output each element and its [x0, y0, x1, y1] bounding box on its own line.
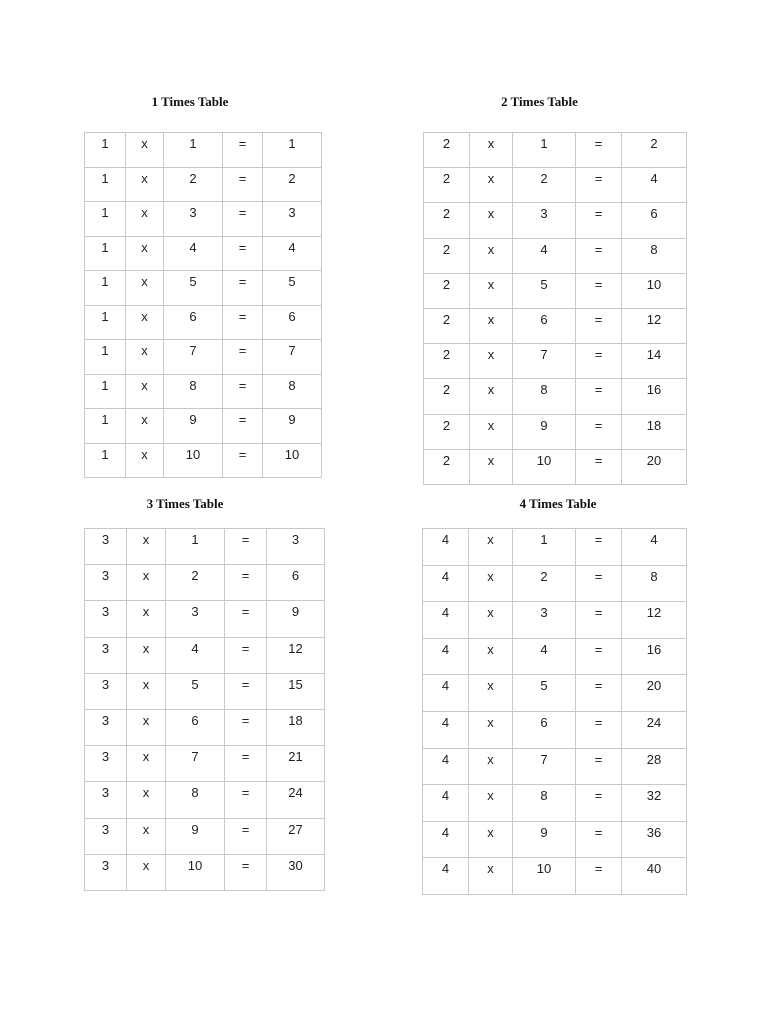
multiplicand-cell: 1	[85, 202, 126, 237]
equals-sign-cell: =	[225, 637, 267, 673]
multiplicand-cell: 4	[423, 675, 469, 712]
multiplier-cell: 3	[166, 601, 225, 637]
product-cell: 6	[622, 203, 687, 238]
times-table	[422, 528, 687, 895]
equals-sign-cell: =	[225, 529, 267, 565]
multiplicand-cell: 1	[85, 236, 126, 271]
table-row	[85, 236, 322, 271]
table-row	[423, 529, 687, 566]
table-row	[85, 271, 322, 306]
times-table	[423, 132, 687, 485]
multiplicand-cell: 3	[85, 565, 127, 601]
table-row	[424, 203, 687, 238]
multiplicand-cell: 4	[423, 785, 469, 822]
product-cell: 20	[622, 675, 687, 712]
equals-sign-cell: =	[223, 305, 263, 340]
product-cell: 12	[267, 637, 325, 673]
times-sign-cell: x	[127, 818, 166, 854]
product-cell: 28	[622, 748, 687, 785]
table-title: 2 Times Table	[501, 94, 578, 109]
table-row	[85, 709, 325, 745]
multiplier-cell: 9	[164, 409, 223, 444]
equals-sign-cell: =	[576, 203, 622, 238]
table-row	[424, 273, 687, 308]
multiplicand-cell: 3	[85, 818, 127, 854]
times-sign-cell: x	[470, 203, 513, 238]
times-sign-cell: x	[469, 565, 513, 602]
multiplicand-cell: 4	[423, 711, 469, 748]
multiplicand-cell: 1	[85, 133, 126, 168]
equals-sign-cell: =	[223, 340, 263, 375]
table-row	[85, 374, 322, 409]
multiplier-cell: 5	[513, 273, 576, 308]
times-sign-cell: x	[469, 638, 513, 675]
equals-sign-cell: =	[576, 414, 622, 449]
table-row	[85, 167, 322, 202]
product-cell: 18	[622, 414, 687, 449]
multiplier-cell: 8	[513, 785, 576, 822]
table-row	[85, 409, 322, 444]
times-sign-cell: x	[470, 344, 513, 379]
multiplicand-cell: 3	[85, 529, 127, 565]
product-cell: 2	[622, 133, 687, 168]
multiplicand-cell: 2	[424, 273, 470, 308]
table-row	[423, 748, 687, 785]
equals-sign-cell: =	[225, 782, 267, 818]
product-cell: 24	[267, 782, 325, 818]
multiplier-cell: 3	[513, 602, 576, 639]
times-sign-cell: x	[126, 305, 164, 340]
table-row	[85, 529, 325, 565]
multiplicand-cell: 1	[85, 409, 126, 444]
table-row	[424, 133, 687, 168]
table-row	[424, 414, 687, 449]
multiplicand-cell: 4	[423, 529, 469, 566]
multiplicand-cell: 3	[85, 709, 127, 745]
times-sign-cell: x	[126, 374, 164, 409]
multiplier-cell: 1	[513, 529, 576, 566]
table-row	[423, 675, 687, 712]
multiplicand-cell: 2	[424, 344, 470, 379]
product-cell: 9	[267, 601, 325, 637]
multiplier-cell: 6	[513, 308, 576, 343]
table-row	[423, 711, 687, 748]
times-sign-cell: x	[127, 565, 166, 601]
multiplier-cell: 5	[164, 271, 223, 306]
times-sign-cell: x	[126, 340, 164, 375]
table-row	[85, 202, 322, 237]
equals-sign-cell: =	[223, 271, 263, 306]
multiplicand-cell: 4	[423, 821, 469, 858]
product-cell: 30	[267, 854, 325, 890]
table-row	[424, 168, 687, 203]
multiplier-cell: 7	[513, 748, 576, 785]
multiplicand-cell: 2	[424, 414, 470, 449]
times-sign-cell: x	[126, 271, 164, 306]
times-sign-cell: x	[470, 238, 513, 273]
product-cell: 10	[622, 273, 687, 308]
product-cell: 16	[622, 638, 687, 675]
multiplier-cell: 2	[166, 565, 225, 601]
multiplier-cell: 7	[164, 340, 223, 375]
multiplier-cell: 8	[164, 374, 223, 409]
product-cell: 8	[622, 565, 687, 602]
multiplier-cell: 8	[166, 782, 225, 818]
times-table	[84, 132, 322, 478]
equals-sign-cell: =	[223, 202, 263, 237]
equals-sign-cell: =	[576, 238, 622, 273]
multiplicand-cell: 3	[85, 637, 127, 673]
equals-sign-cell: =	[576, 308, 622, 343]
multiplier-cell: 2	[513, 168, 576, 203]
multiplicand-cell: 3	[85, 673, 127, 709]
multiplicand-cell: 2	[424, 308, 470, 343]
table-title: 1 Times Table	[151, 94, 229, 109]
product-cell: 9	[263, 409, 322, 444]
product-cell: 32	[622, 785, 687, 822]
multiplier-cell: 10	[166, 854, 225, 890]
equals-sign-cell: =	[576, 529, 622, 566]
table-title: 4 Times Table	[519, 496, 597, 511]
times-table	[84, 528, 325, 891]
equals-sign-cell: =	[576, 821, 622, 858]
multiplicand-cell: 3	[85, 601, 127, 637]
table-row	[85, 673, 325, 709]
table-row	[424, 379, 687, 414]
multiplier-cell: 5	[513, 675, 576, 712]
equals-sign-cell: =	[576, 168, 622, 203]
product-cell: 10	[263, 443, 322, 478]
equals-sign-cell: =	[576, 711, 622, 748]
multiplicand-cell: 1	[85, 374, 126, 409]
product-cell: 21	[267, 746, 325, 782]
times-sign-cell: x	[470, 414, 513, 449]
multiplicand-cell: 4	[423, 858, 469, 895]
product-cell: 24	[622, 711, 687, 748]
product-cell: 5	[263, 271, 322, 306]
equals-sign-cell: =	[223, 443, 263, 478]
product-cell: 7	[263, 340, 322, 375]
multiplicand-cell: 4	[423, 565, 469, 602]
equals-sign-cell: =	[576, 638, 622, 675]
multiplicand-cell: 2	[424, 168, 470, 203]
times-sign-cell: x	[469, 858, 513, 895]
times-sign-cell: x	[126, 443, 164, 478]
table-row	[423, 602, 687, 639]
product-cell: 12	[622, 602, 687, 639]
equals-sign-cell: =	[225, 565, 267, 601]
equals-sign-cell: =	[225, 709, 267, 745]
multiplier-cell: 3	[513, 203, 576, 238]
multiplicand-cell: 2	[424, 203, 470, 238]
product-cell: 12	[622, 308, 687, 343]
equals-sign-cell: =	[223, 133, 263, 168]
product-cell: 14	[622, 344, 687, 379]
product-cell: 3	[267, 529, 325, 565]
times-sign-cell: x	[470, 168, 513, 203]
multiplier-cell: 9	[513, 821, 576, 858]
table-row	[424, 308, 687, 343]
times-sign-cell: x	[469, 529, 513, 566]
times-sign-cell: x	[470, 308, 513, 343]
equals-sign-cell: =	[223, 236, 263, 271]
equals-sign-cell: =	[576, 273, 622, 308]
multiplicand-cell: 1	[85, 443, 126, 478]
table-row	[85, 818, 325, 854]
table-row	[423, 785, 687, 822]
multiplier-cell: 9	[166, 818, 225, 854]
product-cell: 6	[267, 565, 325, 601]
product-cell: 3	[263, 202, 322, 237]
product-cell: 36	[622, 821, 687, 858]
equals-sign-cell: =	[225, 818, 267, 854]
multiplicand-cell: 2	[424, 379, 470, 414]
multiplier-cell: 4	[513, 238, 576, 273]
times-sign-cell: x	[126, 409, 164, 444]
table-row	[423, 565, 687, 602]
product-cell: 27	[267, 818, 325, 854]
product-cell: 18	[267, 709, 325, 745]
times-sign-cell: x	[126, 202, 164, 237]
multiplier-cell: 10	[164, 443, 223, 478]
product-cell: 40	[622, 858, 687, 895]
table-title: 3 Times Table	[146, 496, 224, 511]
times-sign-cell: x	[470, 379, 513, 414]
multiplicand-cell: 1	[85, 271, 126, 306]
multiplier-cell: 4	[166, 637, 225, 673]
multiplier-cell: 2	[513, 565, 576, 602]
equals-sign-cell: =	[576, 675, 622, 712]
equals-sign-cell: =	[225, 746, 267, 782]
equals-sign-cell: =	[225, 854, 267, 890]
table-row	[85, 305, 322, 340]
multiplier-cell: 1	[513, 133, 576, 168]
table-row	[85, 601, 325, 637]
product-cell: 1	[263, 133, 322, 168]
multiplier-cell: 4	[513, 638, 576, 675]
equals-sign-cell: =	[223, 409, 263, 444]
product-cell: 4	[622, 529, 687, 566]
equals-sign-cell: =	[576, 785, 622, 822]
times-sign-cell: x	[469, 711, 513, 748]
times-sign-cell: x	[469, 675, 513, 712]
equals-sign-cell: =	[576, 858, 622, 895]
table-row	[424, 238, 687, 273]
times-sign-cell: x	[470, 273, 513, 308]
times-sign-cell: x	[470, 133, 513, 168]
multiplicand-cell: 4	[423, 748, 469, 785]
times-sign-cell: x	[469, 602, 513, 639]
times-sign-cell: x	[127, 709, 166, 745]
table-row	[424, 449, 687, 484]
product-cell: 15	[267, 673, 325, 709]
equals-sign-cell: =	[576, 565, 622, 602]
times-sign-cell: x	[127, 601, 166, 637]
multiplier-cell: 2	[164, 167, 223, 202]
multiplicand-cell: 1	[85, 305, 126, 340]
times-sign-cell: x	[470, 449, 513, 484]
multiplier-cell: 3	[164, 202, 223, 237]
multiplier-cell: 10	[513, 449, 576, 484]
table-row	[85, 443, 322, 478]
product-cell: 20	[622, 449, 687, 484]
multiplier-cell: 7	[513, 344, 576, 379]
times-sign-cell: x	[126, 236, 164, 271]
multiplicand-cell: 3	[85, 854, 127, 890]
equals-sign-cell: =	[576, 344, 622, 379]
multiplicand-cell: 1	[85, 340, 126, 375]
product-cell: 8	[622, 238, 687, 273]
table-row	[85, 746, 325, 782]
table-row	[85, 133, 322, 168]
table-row	[85, 637, 325, 673]
equals-sign-cell: =	[576, 133, 622, 168]
table-row	[424, 344, 687, 379]
multiplier-cell: 9	[513, 414, 576, 449]
equals-sign-cell: =	[576, 602, 622, 639]
product-cell: 16	[622, 379, 687, 414]
multiplicand-cell: 4	[423, 638, 469, 675]
times-sign-cell: x	[127, 746, 166, 782]
times-sign-cell: x	[469, 748, 513, 785]
multiplier-cell: 1	[166, 529, 225, 565]
multiplier-cell: 6	[513, 711, 576, 748]
table-row	[85, 565, 325, 601]
multiplier-cell: 7	[166, 746, 225, 782]
equals-sign-cell: =	[223, 167, 263, 202]
multiplicand-cell: 3	[85, 782, 127, 818]
table-row	[423, 821, 687, 858]
multiplier-cell: 1	[164, 133, 223, 168]
times-sign-cell: x	[127, 854, 166, 890]
times-sign-cell: x	[469, 785, 513, 822]
table-row	[423, 638, 687, 675]
times-sign-cell: x	[126, 133, 164, 168]
times-sign-cell: x	[127, 637, 166, 673]
product-cell: 6	[263, 305, 322, 340]
equals-sign-cell: =	[223, 374, 263, 409]
times-sign-cell: x	[469, 821, 513, 858]
times-sign-cell: x	[127, 782, 166, 818]
product-cell: 8	[263, 374, 322, 409]
equals-sign-cell: =	[576, 748, 622, 785]
multiplicand-cell: 2	[424, 238, 470, 273]
multiplier-cell: 8	[513, 379, 576, 414]
table-row	[85, 854, 325, 890]
table-row	[85, 340, 322, 375]
table-row	[423, 858, 687, 895]
multiplicand-cell: 2	[424, 133, 470, 168]
equals-sign-cell: =	[225, 601, 267, 637]
multiplier-cell: 10	[513, 858, 576, 895]
multiplier-cell: 6	[164, 305, 223, 340]
equals-sign-cell: =	[576, 379, 622, 414]
multiplicand-cell: 1	[85, 167, 126, 202]
product-cell: 2	[263, 167, 322, 202]
multiplier-cell: 6	[166, 709, 225, 745]
equals-sign-cell: =	[225, 673, 267, 709]
product-cell: 4	[263, 236, 322, 271]
multiplier-cell: 4	[164, 236, 223, 271]
multiplier-cell: 5	[166, 673, 225, 709]
times-sign-cell: x	[126, 167, 164, 202]
multiplicand-cell: 3	[85, 746, 127, 782]
times-sign-cell: x	[127, 673, 166, 709]
equals-sign-cell: =	[576, 449, 622, 484]
product-cell: 4	[622, 168, 687, 203]
multiplicand-cell: 2	[424, 449, 470, 484]
multiplicand-cell: 4	[423, 602, 469, 639]
table-row	[85, 782, 325, 818]
times-sign-cell: x	[127, 529, 166, 565]
